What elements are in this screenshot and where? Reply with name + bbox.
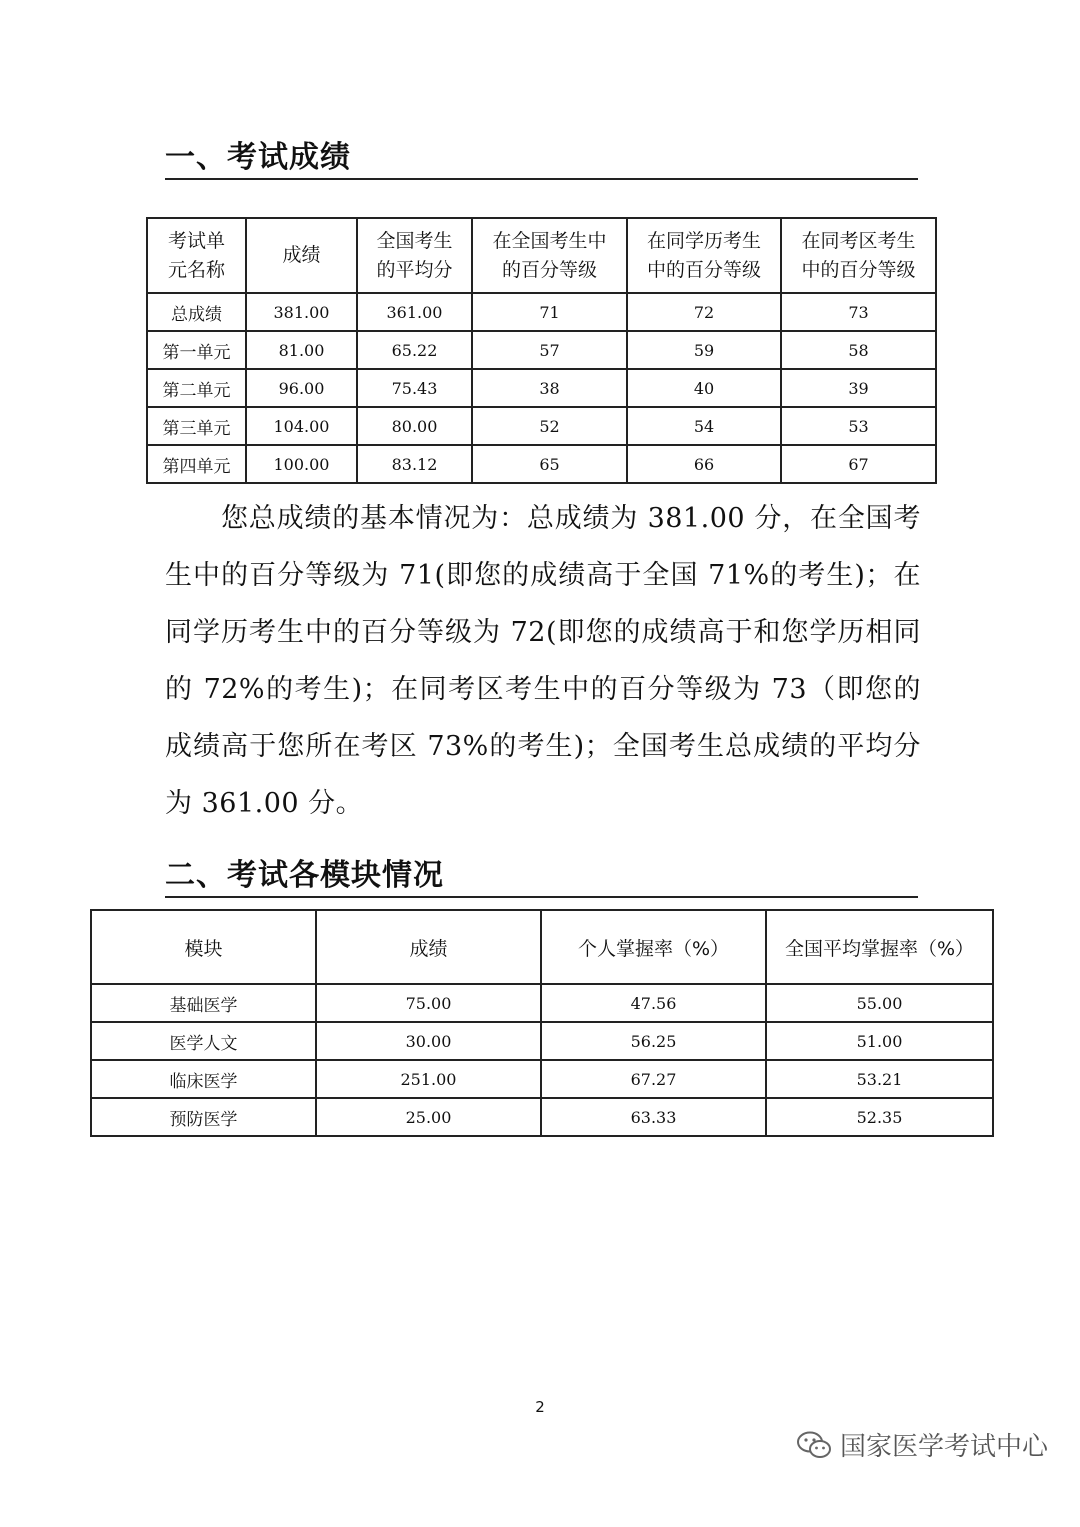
personal-mastery-cell: 67.27: [541, 1060, 766, 1098]
unit-name-cell: 第一单元: [147, 331, 246, 369]
header-personal-mastery: 个人掌握率（%）: [541, 910, 766, 984]
score-cell: 381.00: [246, 293, 357, 331]
national-percentile-cell: 38: [472, 369, 627, 407]
national-average-cell: 65.22: [357, 331, 472, 369]
national-percentile-cell: 65: [472, 445, 627, 483]
table-header-row: [91, 910, 993, 984]
page-number: 2: [535, 1398, 545, 1416]
table-row: [147, 293, 936, 331]
table-row: [91, 1060, 993, 1098]
education-percentile-cell: 66: [627, 445, 781, 483]
personal-mastery-cell: 47.56: [541, 984, 766, 1022]
region-percentile-cell: 73: [781, 293, 936, 331]
national-percentile-cell: 71: [472, 293, 627, 331]
national-mastery-cell: 52.35: [766, 1098, 993, 1136]
watermark: [796, 1426, 1048, 1463]
personal-mastery-cell: 56.25: [541, 1022, 766, 1060]
score-cell: 25.00: [316, 1098, 541, 1136]
module-name-cell: 预防医学: [91, 1098, 316, 1136]
score-cell: 96.00: [246, 369, 357, 407]
national-average-cell: 361.00: [357, 293, 472, 331]
header-unit-name: 考试单元名称: [147, 218, 246, 293]
wechat-icon: [796, 1430, 832, 1460]
national-mastery-cell: 51.00: [766, 1022, 993, 1060]
table-row: [91, 1098, 993, 1136]
national-average-cell: 80.00: [357, 407, 472, 445]
region-percentile-cell: 67: [781, 445, 936, 483]
watermark-text: 国家医学考试中心: [839, 1432, 1048, 1462]
module-name-cell: 基础医学: [91, 984, 316, 1022]
table-row: [147, 445, 936, 483]
region-percentile-cell: 58: [781, 331, 936, 369]
header-score: 成绩: [246, 218, 357, 293]
score-cell: 100.00: [246, 445, 357, 483]
header-education-percentile: 在同学历考生中的百分等级: [627, 218, 781, 293]
score-cell: 81.00: [246, 331, 357, 369]
personal-mastery-cell: 63.33: [541, 1098, 766, 1136]
national-average-cell: 75.43: [357, 369, 472, 407]
table-row: [91, 984, 993, 1022]
score-cell: 75.00: [316, 984, 541, 1022]
unit-name-cell: 总成绩: [147, 293, 246, 331]
score-summary-paragraph: 您总成绩的基本情况为：总成绩为 381.00 分，在全国考生中的百分等级为 71(即您的成绩高于全国 71%的考生)；在同学历考生中的百分等级为 72(即您的成绩高于和您学历相同的 72%的考生)；在同考区考生中的百分等级为 73（即您的成绩高于您所在考区 73%的考生)；全国考生总成绩的平均分为 361.00 分。: [165, 503, 921, 819]
section-title-scores: 一、考试成绩: [165, 140, 918, 180]
unit-name-cell: 第四单元: [147, 445, 246, 483]
region-percentile-cell: 53: [781, 407, 936, 445]
national-mastery-cell: 53.21: [766, 1060, 993, 1098]
education-percentile-cell: 59: [627, 331, 781, 369]
score-cell: 30.00: [316, 1022, 541, 1060]
header-national-average: 全国考生的平均分: [357, 218, 472, 293]
region-percentile-cell: 39: [781, 369, 936, 407]
header-national-mastery: 全国平均掌握率（%）: [766, 910, 993, 984]
header-region-percentile: 在同考区考生中的百分等级: [781, 218, 936, 293]
national-mastery-cell: 55.00: [766, 984, 993, 1022]
national-percentile-cell: 57: [472, 331, 627, 369]
section-title-modules: 二、考试各模块情况: [165, 858, 918, 898]
header-score: 成绩: [316, 910, 541, 984]
score-table: [146, 217, 937, 484]
table-row: [91, 1022, 993, 1060]
module-table: [90, 909, 994, 1137]
education-percentile-cell: 40: [627, 369, 781, 407]
table-row: [147, 331, 936, 369]
module-name-cell: 临床医学: [91, 1060, 316, 1098]
education-percentile-cell: 54: [627, 407, 781, 445]
unit-name-cell: 第二单元: [147, 369, 246, 407]
header-national-percentile: 在全国考生中的百分等级: [472, 218, 627, 293]
education-percentile-cell: 72: [627, 293, 781, 331]
national-percentile-cell: 52: [472, 407, 627, 445]
score-cell: 104.00: [246, 407, 357, 445]
table-header-row: [147, 218, 936, 293]
unit-name-cell: 第三单元: [147, 407, 246, 445]
table-row: [147, 369, 936, 407]
module-name-cell: 医学人文: [91, 1022, 316, 1060]
table-row: [147, 407, 936, 445]
score-cell: 251.00: [316, 1060, 541, 1098]
national-average-cell: 83.12: [357, 445, 472, 483]
header-module: 模块: [91, 910, 316, 984]
